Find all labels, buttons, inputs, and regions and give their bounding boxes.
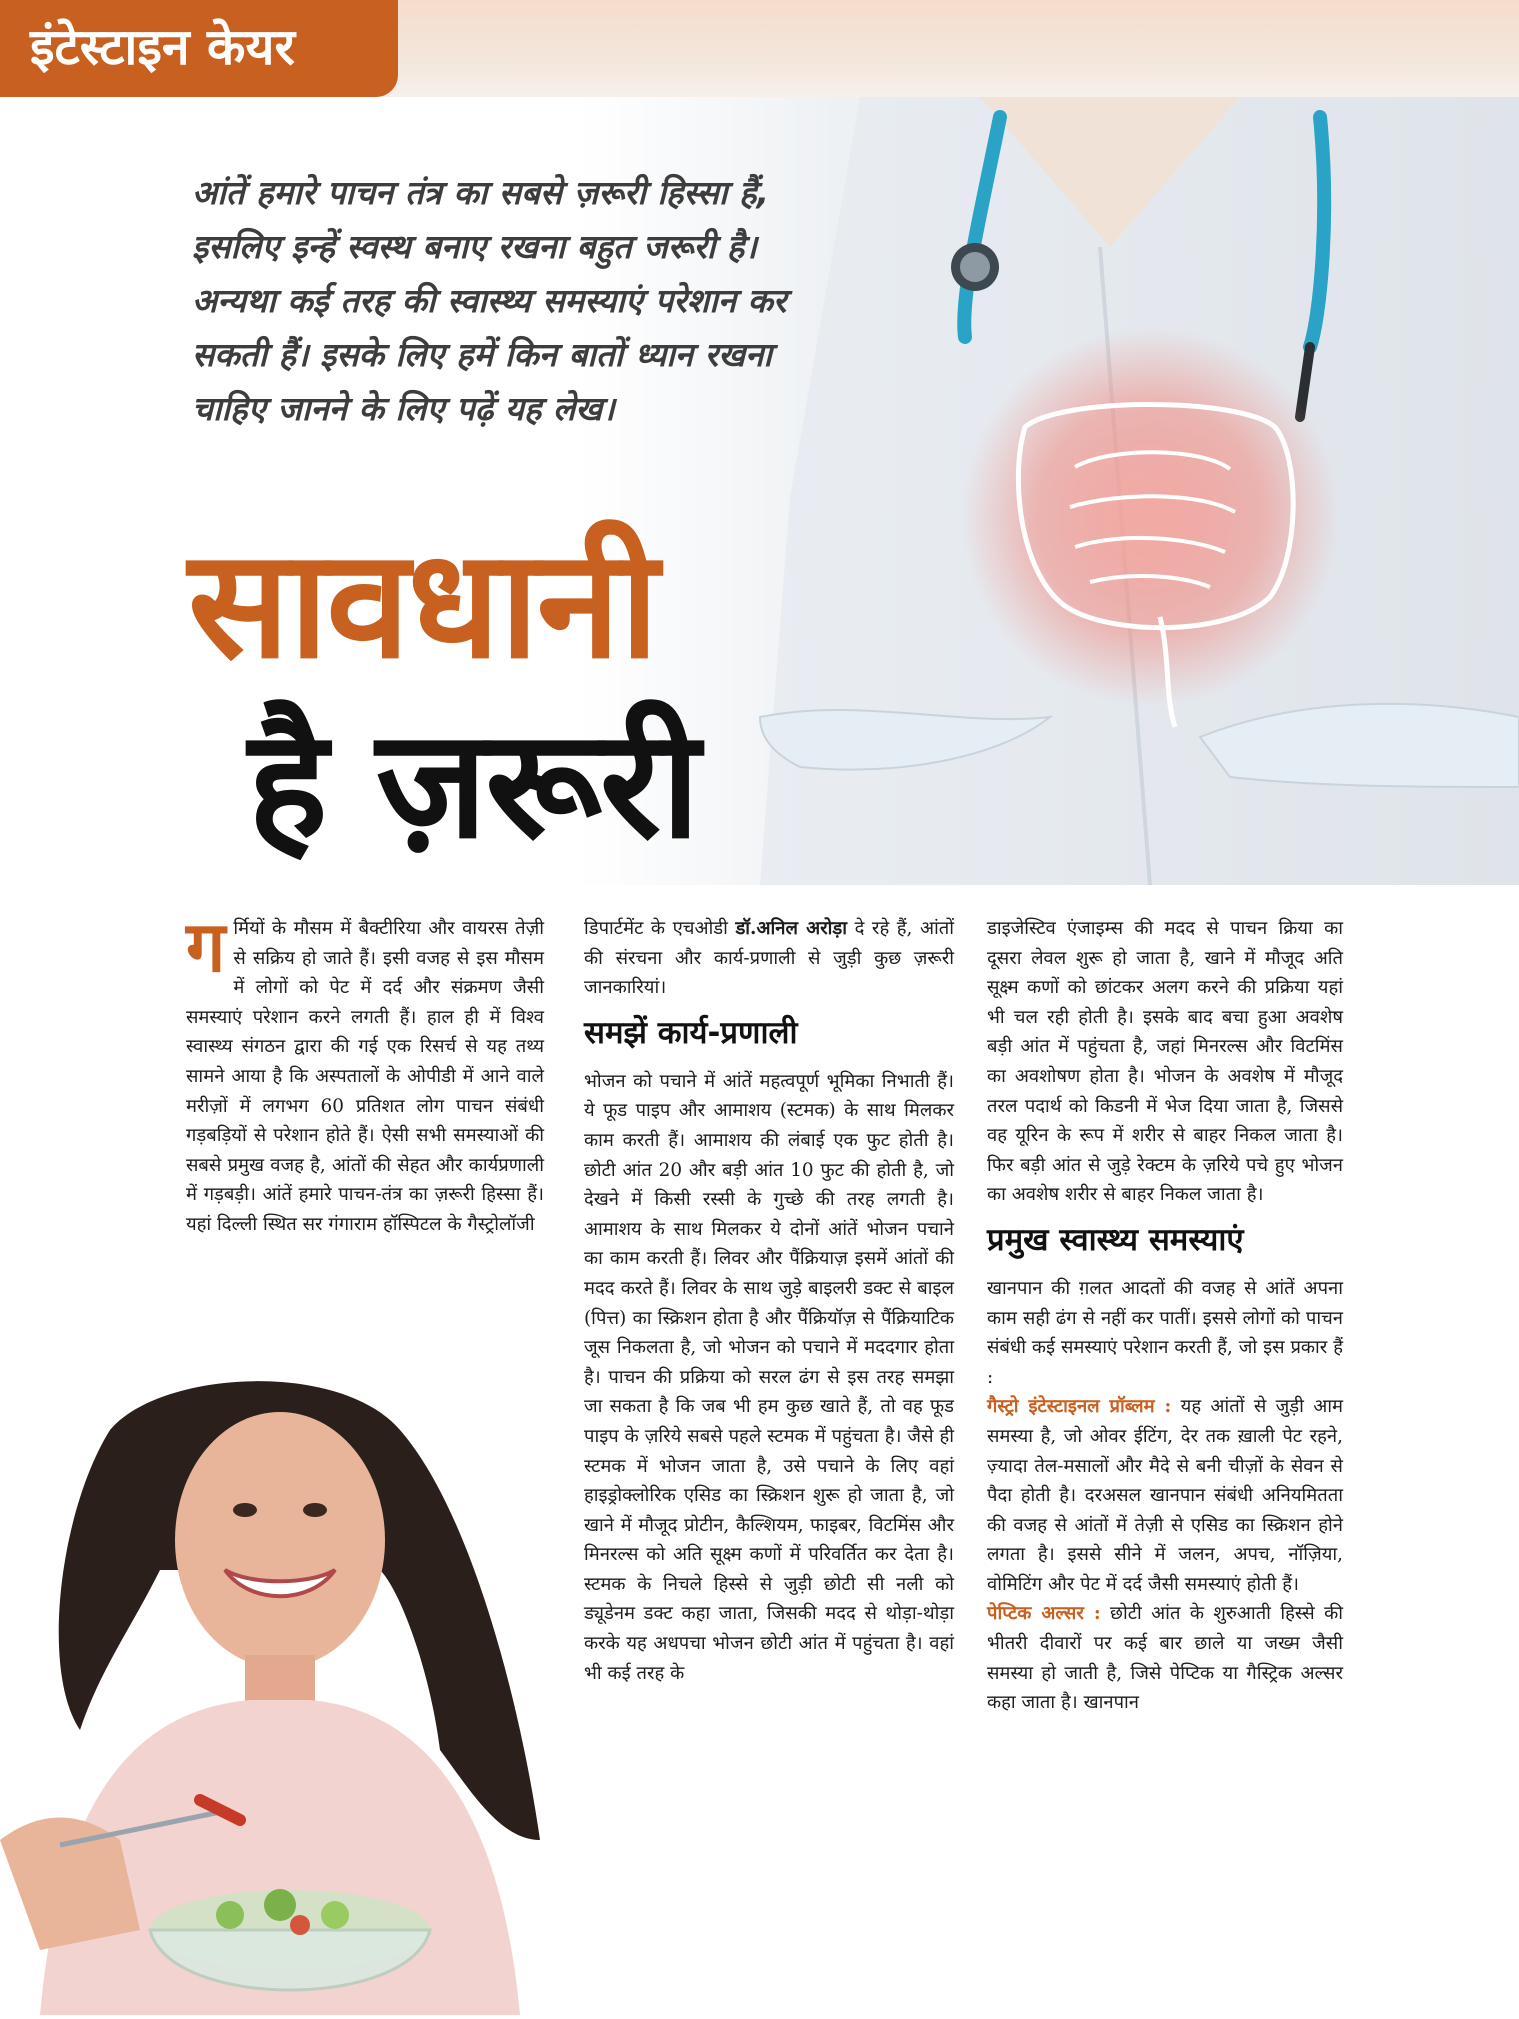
keyword-gastro: गैस्ट्रो इंटेस्टाइनल प्रॉब्लम : (987, 1396, 1172, 1418)
column-1-text: र्मियों के मौसम में बैक्टीरिया और वायरस तेज़ी से सक्रिय हो जाते हैं। इसी वजह से इस मौसम में लोगों को पेट में दर्द और संक्रमण जैसी समस्याएं परेशान करने लगती हैं। हाल ही में विश्व स्वास्थ्य संगठन द्वारा की गई एक रिसर्च से यह तथ्य सामने आया है कि अस्पतालों के ओपीडी में आने वाले मरीज़ों में लगभग 60 प्रतिशत लोग पाचन संबंधी गड़बड़ियों से परेशान होते हैं। ऐसी सभी समस्याओं की सबसे प्रमुख वजह है, आंतों की सेहत और कार्यप्रणाली में गड़बड़ी। आंतें हमारे पाचन-तंत्र का ज़रूरी हिस्सा हैं। यहां दिल्ली स्थित सर गंगाराम हॉस्पिटल के गैस्ट्रोलॉजी (186, 918, 544, 1235)
headline-line-1: सावधानी (188, 518, 657, 692)
column-2-intro-a: डिपार्टमेंट के एचओडी (584, 918, 736, 939)
column-3-text-2: खानपान की ग़लत आदतों की वजह से आंतें अपना काम सही ढंग से नहीं कर पातीं। इससे लोगों को पाचन संबंधी कई समस्याएं परेशान करती हैं, जो इस प्रकार हैं : (987, 1277, 1343, 1388)
column-2-intro-b: दे रहे हैं, आंतों की संरचना और कार्य-प्रणाली से जुड़ी कुछ ज़रूरी जानकारियां। (584, 918, 954, 999)
keyword-peptic-ulcer: पेप्टिक अल्सर : (987, 1603, 1101, 1625)
intro-text: आंतें हमारे पाचन तंत्र का सबसे ज़रूरी हिस्सा हैं, इसलिए इन्हें स्वस्थ बनाए रखना बहुत जरूरी है। अन्यथा कई तरह की स्वास्थ्य समस्याएं परेशान कर सकती हैं। इसके लिए हमें किन बातों ध्यान रखना चाहिए जानने के लिए पढ़ें यह लेख। (192, 173, 787, 428)
column-3-text: डाइजेस्टिव एंजाइम्स की मदद से पाचन क्रिया का दूसरा लेवल शुरू हो जाता है, खाने में मौजूद अति सूक्ष्म कणों को छांटकर अलग करने की प्रक्रिया यहां भी चल रही होती है। इसके बाद बचा हुआ अवशेष बड़ी आंत में पहुंचता है, जहां मिनरल्स और विटमिंस का अवशोषण होता है। भोजन के अवशेष में मौजूद तरल पदार्थ को किडनी में भेज दिया जाता है, जिससे वह यूरिन के रूप में शरीर से बाहर निकल जाता है। फिर बड़ी आंत से जुड़े रेक्टम के ज़रिये पचे हुए भोजन का अवशेष शरीर से बाहर निकल जाता है। (987, 918, 1343, 1206)
article-column-3 (987, 914, 1343, 1718)
column-2-text: भोजन को पचाने में आंतें महत्वपूर्ण भूमिका निभाती हैं। ये फूड पाइप और आमाशय (स्टमक) के साथ मिलकर काम करती हैं। आमाशय की लंबाई एक फुट होती है। छोटी आंत 20 और बड़ी आंत 10 फुट की होती है, जो देखने में किसी रस्सी के गुच्छे की तरह लगती है। आमाशय के साथ मिलकर ये दोनों आंतें भोजन पचाने का काम करती हैं। लिवर और पैंक्रियाज़ इसमें आंतों की मदद करते हैं। लिवर के साथ जुड़े बाइलरी डक्ट से बाइल (पित्त) का स्क्रिशन होता है और पैंक्रियॉज़ से पैंक्रियाटिक जूस निकलता है, जो भोजन को पचाने में मददगार होता है। पाचन की प्रक्रिया को सरल ढंग से इस तरह समझा जा सकता है कि जब भी हम कुछ खाते हैं, तो वह फूड पाइप के ज़रिये सबसे पहले स्टमक में पहुंचता है। जैसे ही स्टमक में भोजन जाता है, उसे पचाने के लिए वहां हाइड्रोक्लोरिक एसिड का स्क्रिशन शुरू हो जाता है, जो खाने में मौजूद प्रोटीन, कैल्शियम, फाइबर, विटमिंस और मिनरल्स को अति सूक्ष्म कणों में परिवर्तित कर देता है। स्टमक के निचले हिस्से से जुड़ी छोटी सी नली को ड्यूडेनम डक्ट कहा जाता, जिसकी मदद से थोड़ा-थोड़ा करके यह अधपचा भोजन छोटी आंत में पहुंचता है। वहां भी कई तरह के (584, 1070, 954, 1684)
subheading-health-problems: प्रमुख स्वास्थ्य समस्याएं (987, 1221, 1244, 1258)
woman-with-salad-photo (0, 1370, 560, 2015)
woman-photo-icon (0, 1370, 560, 2015)
peptic-ulcer-text: छोटी आंत के शुरुआती हिस्से की भीतरी दीवारों पर कई बार छाले या जख्म जैसी समस्या हो जाती है, जिसे पेप्टिक या गैस्ट्रिक अल्सर कहा जाता है। खानपान (987, 1603, 1343, 1714)
gastro-text: यह आंतों से जुड़ी आम समस्या है, जो ओवर ईटिंग, देर तक ख़ाली पेट रहने, ज़्यादा तेल-मसालों और मैदे से बनी चीज़ों के सेवन से पैदा होती है। दरअसल खानपान संबंधी अनियमितता की वजह से आंतों में तेज़ी से एसिड का स्क्रिशन होने लगता है। इससे सीने में जलन, अपच, नॉज़िया, वोमिटिंग और पेट में दर्द जैसी समस्याएं होती हैं। (987, 1396, 1343, 1595)
headline-line-2: है ज़रूरी (248, 698, 698, 872)
drop-cap: ग (186, 906, 226, 988)
section-tag: इंटेस्टाइन केयर (0, 0, 398, 97)
subheading-working: समझें कार्य-प्रणाली (584, 1014, 798, 1051)
article-column-1 (186, 906, 544, 1240)
doctor-name: डॉ.अनिल अरोड़ा (735, 918, 848, 939)
article-column-2 (584, 914, 954, 1688)
